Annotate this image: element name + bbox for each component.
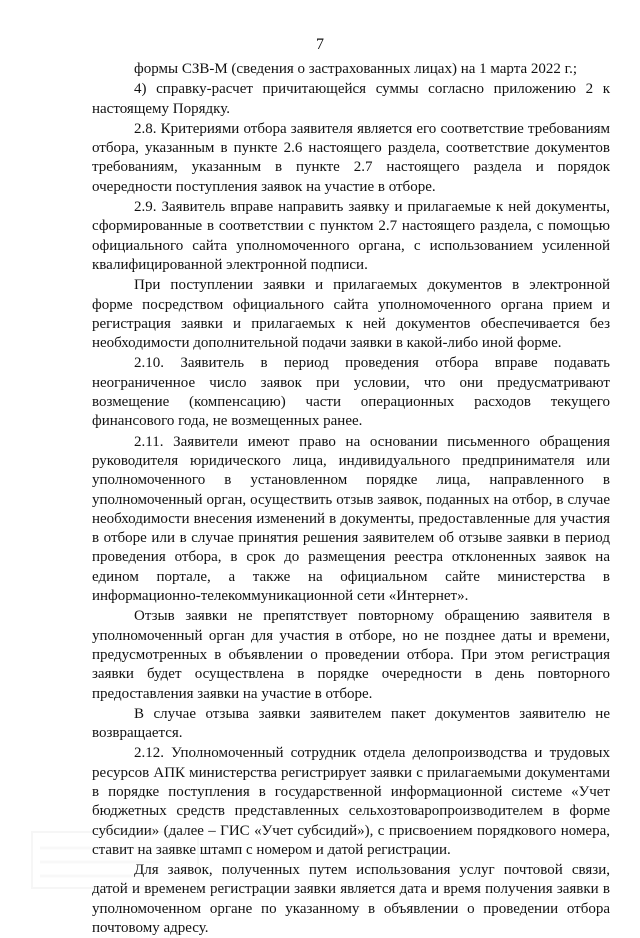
paragraph-2-8: 2.8. Критериями отбора заявителя является его соответствие требованиям отбора, указанным в пункте 2.6 настоящего раздела, соответствие документов требованиям, указанным в пункте 2.7 настоящего раздела и порядок очередности поступления заявок на участие в отборе. bbox=[92, 120, 610, 195]
paragraph-2-10: 2.10. Заявитель в период проведения отбора вправе подавать неограниченное число заявок при условии, что они предусматривают возмещение (компенсацию) части операционных расходов текущего финансового года, не возмещенных ранее. bbox=[92, 355, 610, 430]
paragraph-item-4: 4) справку-расчет причитающейся суммы согласно приложению 2 к настоящему Порядку. bbox=[92, 81, 610, 117]
paragraph-electronic-submission: При поступлении заявки и прилагаемых документов в электронной форме посредством официального сайта уполномоченного органа прием и регистрация заявки и прилагаемых к ней документов обеспечивается без необходимости дополнительной подачи заявки в какой-либо иной форме. bbox=[92, 277, 610, 352]
paragraph-2-11: 2.11. Заявители имеют право на основании письменного обращения руководителя юридического лица, индивидуального предпринимателя или уполномоченного в установленном порядке лица, направленного в уполномоченный орган, осуществить отзыв заявок, поданных на отбор, в случае необходимости внесения изменений в документы, предоставленные для участия в отборе или в случае принятия решения заявителем об отзыве заявки в период проведения отбора, в срок до размещения реестра отклоненных заявок на едином портале, а также на официальном сайте министерства в информационно-телекоммуникационной сети «Интернет». bbox=[92, 433, 610, 605]
paragraph-2-9: 2.9. Заявитель вправе направить заявку и прилагаемые к ней документы, сформированные в соответствии с пунктом 2.7 настоящего раздела, с помощью официального сайта уполномоченного органа, с использованием усиленной квалифицированной электронной подписи. bbox=[92, 199, 610, 273]
paragraph-szv-m: формы СЗВ-М (сведения о застрахованных лицах) на 1 марта 2022 г.; bbox=[134, 61, 578, 77]
paragraph-withdrawal: Отзыв заявки не препятствует повторному обращению заявителя в уполномоченный орган для участия в отборе, но не позднее даты и времени, предусмотренных в объявлении о проведении отбора. При этом регистрация заявки будет осуществлена в порядке очередности в день повторного предоставления заявки на участие в отборе. bbox=[92, 608, 610, 702]
document-body bbox=[92, 60, 610, 938]
paragraph-documents-not-returned: В случае отзыва заявки заявителем пакет документов заявителю не возвращается. bbox=[92, 705, 610, 742]
paragraph-2-12: 2.12. Уполномоченный сотрудник отдела делопроизводства и трудовых ресурсов АПК министерства регистрирует заявки с прилагаемыми документами в порядке поступления в государственной информационной системе «Учет бюджетных средств представленных сельхозтоваропроизводителем в форме субсидии» (далее – ГИС «Учет субсидий»), с присвоением порядкового номера, ставит на заявке штамп с номером и датой регистрации. bbox=[92, 745, 610, 858]
faded-stamp-mark bbox=[30, 830, 200, 890]
page-number: 7 bbox=[316, 36, 324, 53]
paragraph-postal-applications: Для заявок, полученных путем использования услуг почтовой связи, датой и временем регистрации заявки является дата и время получения заявки в уполномоченном органе по указанному в объявлении о проведении отбора почтовому адресу. bbox=[92, 862, 610, 937]
